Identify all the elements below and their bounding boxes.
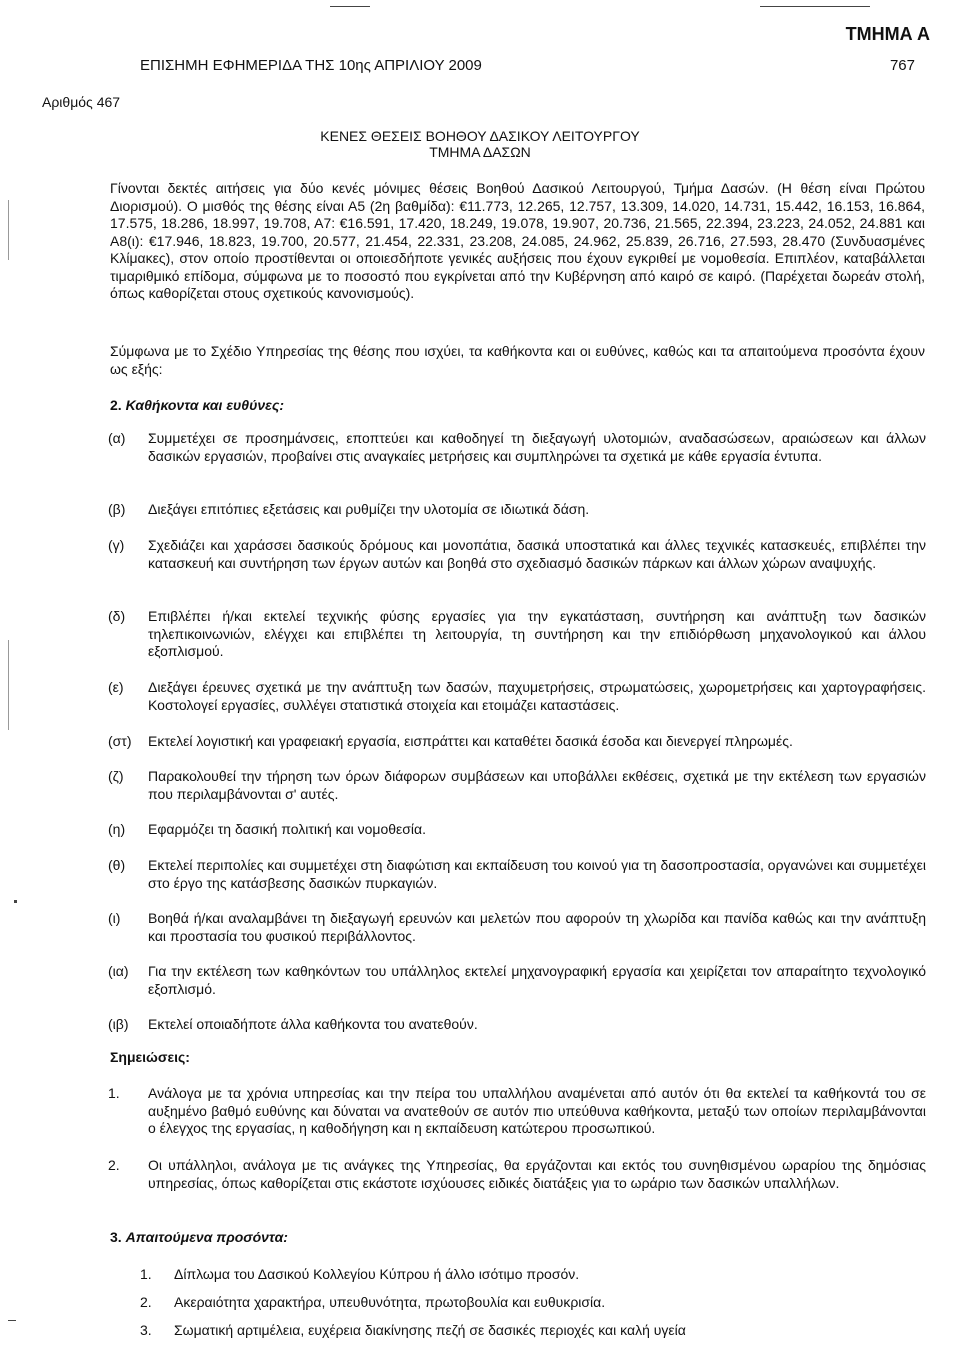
page-number: 767 [889,57,915,74]
qualifications-heading-text: Απαιτούμενα προσόντα: [125,1229,288,1245]
duty-item [108,430,926,465]
duty-item [108,537,926,572]
notice-number: Αριθμός 467 [42,94,121,110]
duty-label: (ια) [108,963,129,979]
scheme-paragraph: Σύμφωνα με το Σχέδιο Υπηρεσίας της θέσης που ισχύει, τα καθήκοντα και οι ευθύνες, καθώς και τα απαιτούμενα προσόντα έχουν ως εξής: [110,343,925,377]
duty-label: (ιβ) [108,1016,129,1032]
duty-label: (στ) [108,733,132,749]
note-item [108,1085,926,1138]
duty-label: (η) [108,821,126,837]
notes-heading: Σημειώσεις: [110,1049,190,1065]
scan-artifact [760,6,870,7]
duty-text: Επιβλέπει ή/και εκτελεί τεχνικής φύσης εργασίες για την εγκατάσταση, συντήρηση και ανάπτυξη των δασικών τηλεπικοινωνιών, ελέγχει και επιβλέπει τη λειτουργία, τη συντήρηση και την επιδιόρθωση μηχανολογικού και άλλου εξοπλισμού. [148,608,926,659]
duty-item [108,821,926,839]
duty-label: (θ) [108,857,126,873]
duty-item [108,733,926,751]
note-label: 2. [108,1157,120,1173]
duty-label: (α) [108,430,126,446]
duty-item [108,857,926,892]
notice-department: ΤΜΗΜΑ ΔΑΣΩΝ [429,144,531,160]
scan-artifact [14,900,17,903]
duty-item [108,963,926,998]
duty-text: Εκτελεί λογιστική και γραφειακή εργασία, εισπράττει και καταθέτει δασικά έσοδα και διενεργεί πληρωμές. [148,733,793,749]
scan-artifact [8,640,9,730]
notice-title [0,128,960,160]
note-label: 1. [108,1085,120,1101]
qualification-label: 2. [140,1294,152,1310]
duties-heading-text: Καθήκοντα και ευθύνες: [125,397,284,413]
duty-label: (ζ) [108,768,124,784]
duty-label: (β) [108,501,126,517]
duty-text: Εκτελεί περιπολίες και συμμετέχει στη διαφώτιση και εκπαίδευση του κοινού για τη δασοπροστασία, οργανώνει και συμμετέχει στο έργο της κατάσβεσης δασικών πυρκαγιών. [148,857,926,891]
duty-item [108,501,926,519]
note-text: Οι υπάλληλοι, ανάλογα με τις ανάγκες της Υπηρεσίας, θα εργάζονται και εκτός του συνηθισμένου ωραρίου της δημόσιας υπηρεσίας, όπως καθορίζεται στις εκάστοτε ισχύουσες ειδικές διατάξεις για το ωράριο των δασικών υπαλλήλων. [148,1157,926,1191]
duty-item [108,910,926,945]
qualification-text: Δίπλωμα του Δασικού Κολλεγίου Κύπρου ή άλλο ισότιμο προσόν. [174,1266,580,1282]
qualification-item [140,1294,920,1312]
duty-text: Διεξάγει επιτόπιες εξετάσεις και ρυθμίζει την υλοτομία σε ιδιωτικά δάση. [148,501,590,517]
duty-text: Εφαρμόζει τη δασική πολιτική και νομοθεσία. [148,821,426,837]
duty-item [108,679,926,714]
qualification-label: 1. [140,1266,152,1282]
duty-text: Παρακολουθεί την τήρηση των όρων διάφορων συμβάσεων και υποβάλλει εκθέσεις, σχετικά με την εκτέλεση των εργασιών που περιλαμβάνονται σ' αυτές. [148,768,926,802]
intro-paragraph: Γίνονται δεκτές αιτήσεις για δύο κενές μόνιμες θέσεις Βοηθού Δασικού Λειτουργού, Τμήμα Δασών. (Η θέση είναι Πρώτου Διορισμού). Ο μισθός της θέσης είναι Α5 (2η βαθμίδα): €11.773, 12.265, 12.757, 13.309, 14.020, 14.731, 15.442, 16.153, 16.864, 17.575, 18.286, 18.997, 19.708, Α7: €16.591, 17.420, 18.249, 19.078, 19.907, 20.736, 21.565, 22.394, 23.223, 24.052, 24.881 και Α8(ι): €17.946, 18.823, 19.700, 20.577, 21.454, 22.331, 23.208, 24.085, 24.962, 25.839, 26.716, 27.593, 28.470 (Συνδυασμένες Κλίμακες), στον οποίο προστίθενται οι οποιεσδήποτε γενικές αυξήσεις που έχουν εγκριθεί με νομοθεσία. Επιπλέον, καταβάλλεται τιμαριθμικό επίδομα, σύμφωνα με το ποσοστό που εγκρίνεται από την Κυβέρνηση από καιρό σε καιρό. (Παρέχεται δωρεάν στολή, όπως καθορίζεται στους σχετικούς κανονισμούς). [110,180,925,301]
qualifications-heading-number: 3. [110,1229,122,1245]
duty-item [108,1016,926,1034]
qualification-item [140,1322,920,1340]
qualification-text: Σωματική αρτιμέλεια, ευχέρεια διακίνησης πεζή σε δασικές περιοχές και καλή υγεία [174,1322,686,1338]
duty-text: Διεξάγει έρευνες σχετικά με την ανάπτυξη των δασών, παχυμετρήσεις, στρωματώσεις, χωρομετρήσεις και χαρτογραφήσεις. Κοστολογεί εργασίες, συλλέγει στατιστικά στοιχεία και ετοιμάζει καταστάσεις. [148,679,926,713]
duty-label: (ι) [108,910,121,926]
qualification-text: Ακεραιότητα χαρακτήρα, υπευθυνότητα, πρωτοβουλία και ευθυκρισία. [174,1294,606,1310]
qualification-label: 3. [140,1322,152,1338]
duty-label: (δ) [108,608,126,624]
duty-item [108,768,926,803]
scan-artifact [330,6,370,7]
duty-text: Βοηθά ή/και αναλαμβάνει τη διεξαγωγή ερευνών και μελετών που αφορούν τη χλωρίδα και πανίδα καθώς και την ανάπτυξη και προστασία του φυσικού περιβάλλοντος. [148,910,926,944]
note-item [108,1157,926,1192]
duty-text: Εκτελεί οποιαδήποτε άλλα καθήκοντα του ανατεθούν. [148,1016,478,1032]
scan-artifact [8,200,9,260]
section-label: ΤΜΗΜΑ Α [845,24,930,44]
notice-title-line: ΚΕΝΕΣ ΘΕΣΕΙΣ ΒΟΗΘΟΥ ΔΑΣΙΚΟΥ ΛΕΙΤΟΥΡΓΟΥ [320,128,640,144]
duty-label: (ε) [108,679,124,695]
scan-artifact [8,1320,16,1321]
duties-heading [110,397,284,413]
note-text: Ανάλογα με τα χρόνια υπηρεσίας και την πείρα του υπαλλήλου αναμένεται από αυτόν ότι θα εκτελεί τα καθήκοντά του σε αυξημένο βαθμό ευθύνης και δύναται να ανατεθούν σε αυτόν πιο υπεύθυνα καθήκοντα, μεταξύ των οποίων περιλαμβάνονται ο έλεγχος της εργασίας, η καθοδήγηση και η εκπαίδευση κατώτερου προσωπικού. [148,1085,926,1136]
gazette-header-line: ΕΠΙΣΗΜΗ ΕΦΗΜΕΡΙΔΑ ΤΗΣ 10ης ΑΠΡΙΛΙΟΥ 2009 [140,57,482,74]
duty-text: Για την εκτέλεση των καθηκόντων του υπάλληλος εκτελεί μηχανογραφική εργασία και χειρίζεται τον απαραίτητο τεχνολογικό εξοπλισμό. [148,963,926,997]
duty-label: (γ) [108,537,125,553]
duties-heading-number: 2. [110,397,122,413]
qualification-item [140,1266,920,1284]
duty-text: Σχεδιάζει και χαράσσει δασικούς δρόμους και μονοπάτια, δασικά υποστατικά και άλλες τεχνικές κατασκευές, επιβλέπει την κατασκευή και συντήρηση των έργων αυτών και βοηθά στο σχεδιασμό δασικών πάρκων και άλλων χώρων αναψυχής. [148,537,926,571]
qualifications-heading [110,1229,288,1245]
duty-item [108,608,926,661]
duty-text: Συμμετέχει σε προσημάνσεις, εποπτεύει και καθοδηγεί τη διεξαγωγή υλοτομιών, αναδασώσεων, αραιώσεων και άλλων δασικών εργασιών, προβαίνει στις αναγκαίες μετρήσεις και συμπληρώνει τα σχετικά με κάθε εργασία έντυπα. [148,430,926,464]
